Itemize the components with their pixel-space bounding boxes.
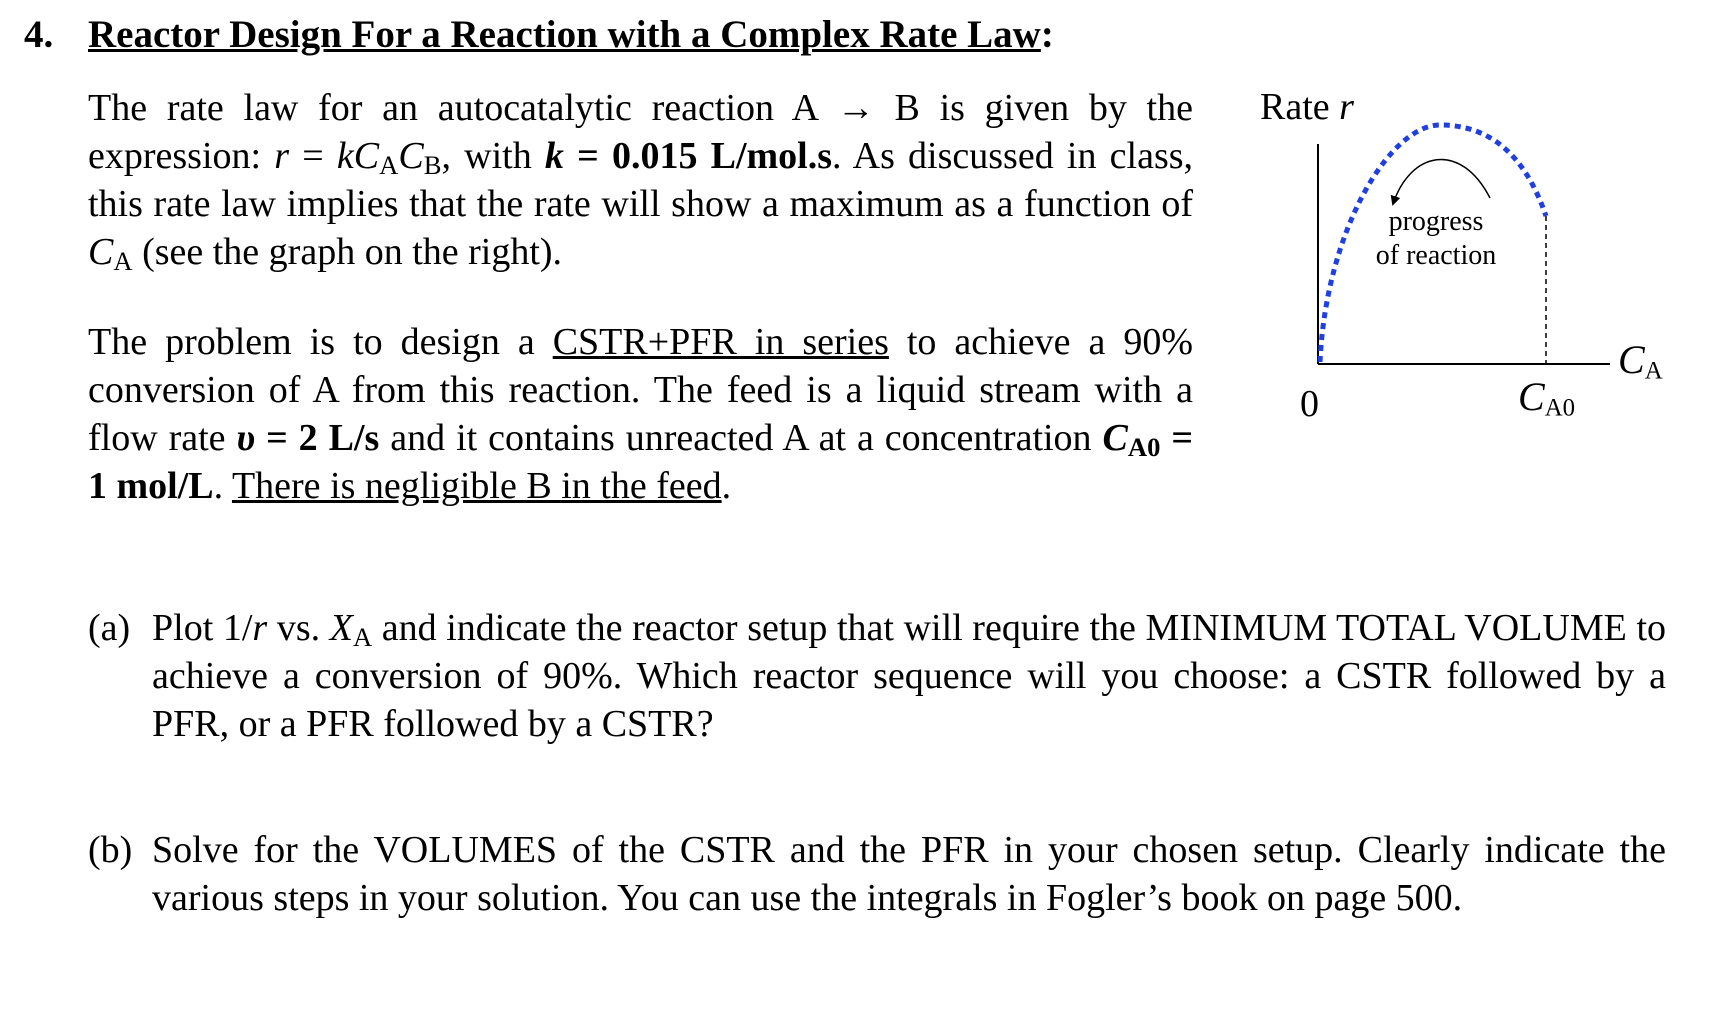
x-axis-label: $C_A$ bbox=[1618, 337, 1663, 385]
question-a-label: (a) bbox=[88, 607, 131, 649]
flow-rate-value: = 2 L/s bbox=[255, 417, 380, 459]
negligible-b-note: There is negligible B in the feed bbox=[231, 465, 722, 507]
section-number: 4. bbox=[24, 13, 54, 56]
question-b-text: Solve for the VOLUMES of the CSTR and the PFR in your chosen setup. Clearly indicate the various steps in your solution. You can use the integrals in Fogler’s book on page 500. bbox=[152, 829, 1666, 919]
section-heading bbox=[24, 12, 1054, 57]
ca0-tick-label: $C_{A0}$ bbox=[1518, 374, 1575, 422]
origin-label: 0 bbox=[1300, 383, 1319, 425]
question-b bbox=[88, 826, 1666, 922]
problem-paragraph-1: The rate law for an autocatalytic reaction A → B is given by the expression: $r = kC_AC_B$, with k = 0.015 L/mol.s. As discussed in class, this rate law implies that the rate will show a maximum as a function of $C_A$ (see the graph on the right). bbox=[88, 87, 1194, 276]
y-axis-label: Rate r bbox=[1260, 86, 1354, 128]
rate-constant-value: = 0.015 L/mol.s bbox=[563, 135, 833, 177]
reactor-series-underline: CSTR+PFR in series bbox=[552, 321, 889, 363]
problem-paragraph-2: The problem is to design a CSTR+PFR in series to achieve a 90% conversion of A from this reaction. The feed is a liquid stream with a flow rate υ = 2 L/s and it contains unreacted A at a concentration $C_{A0} = 1$ mol/L. There is negligible B in the feed. bbox=[88, 321, 1193, 507]
reaction-arrow: → bbox=[836, 87, 875, 129]
section-title: Reactor Design For a Reaction with a Complex Rate Law bbox=[88, 13, 1041, 56]
question-a bbox=[88, 604, 1666, 748]
question-a-text: Plot 1/r vs. $X_A$ and indicate the reactor setup that will require the MINIMUM TOTAL VOLUME to achieve a conversion of 90%. Which reactor sequence will you choose: a CSTR followed by a PFR, or a PFR followed by a CSTR? bbox=[152, 607, 1666, 745]
question-b-label: (b) bbox=[88, 829, 133, 871]
progress-annotation-line2: of reaction bbox=[1375, 240, 1497, 271]
heading-colon: : bbox=[1040, 13, 1054, 56]
progress-arrow bbox=[1393, 159, 1490, 204]
progress-annotation-line1: progress bbox=[1388, 206, 1484, 237]
feed-concentration-value: = 1 mol/L bbox=[88, 417, 1193, 507]
rate-vs-concentration-figure bbox=[1240, 80, 1663, 440]
